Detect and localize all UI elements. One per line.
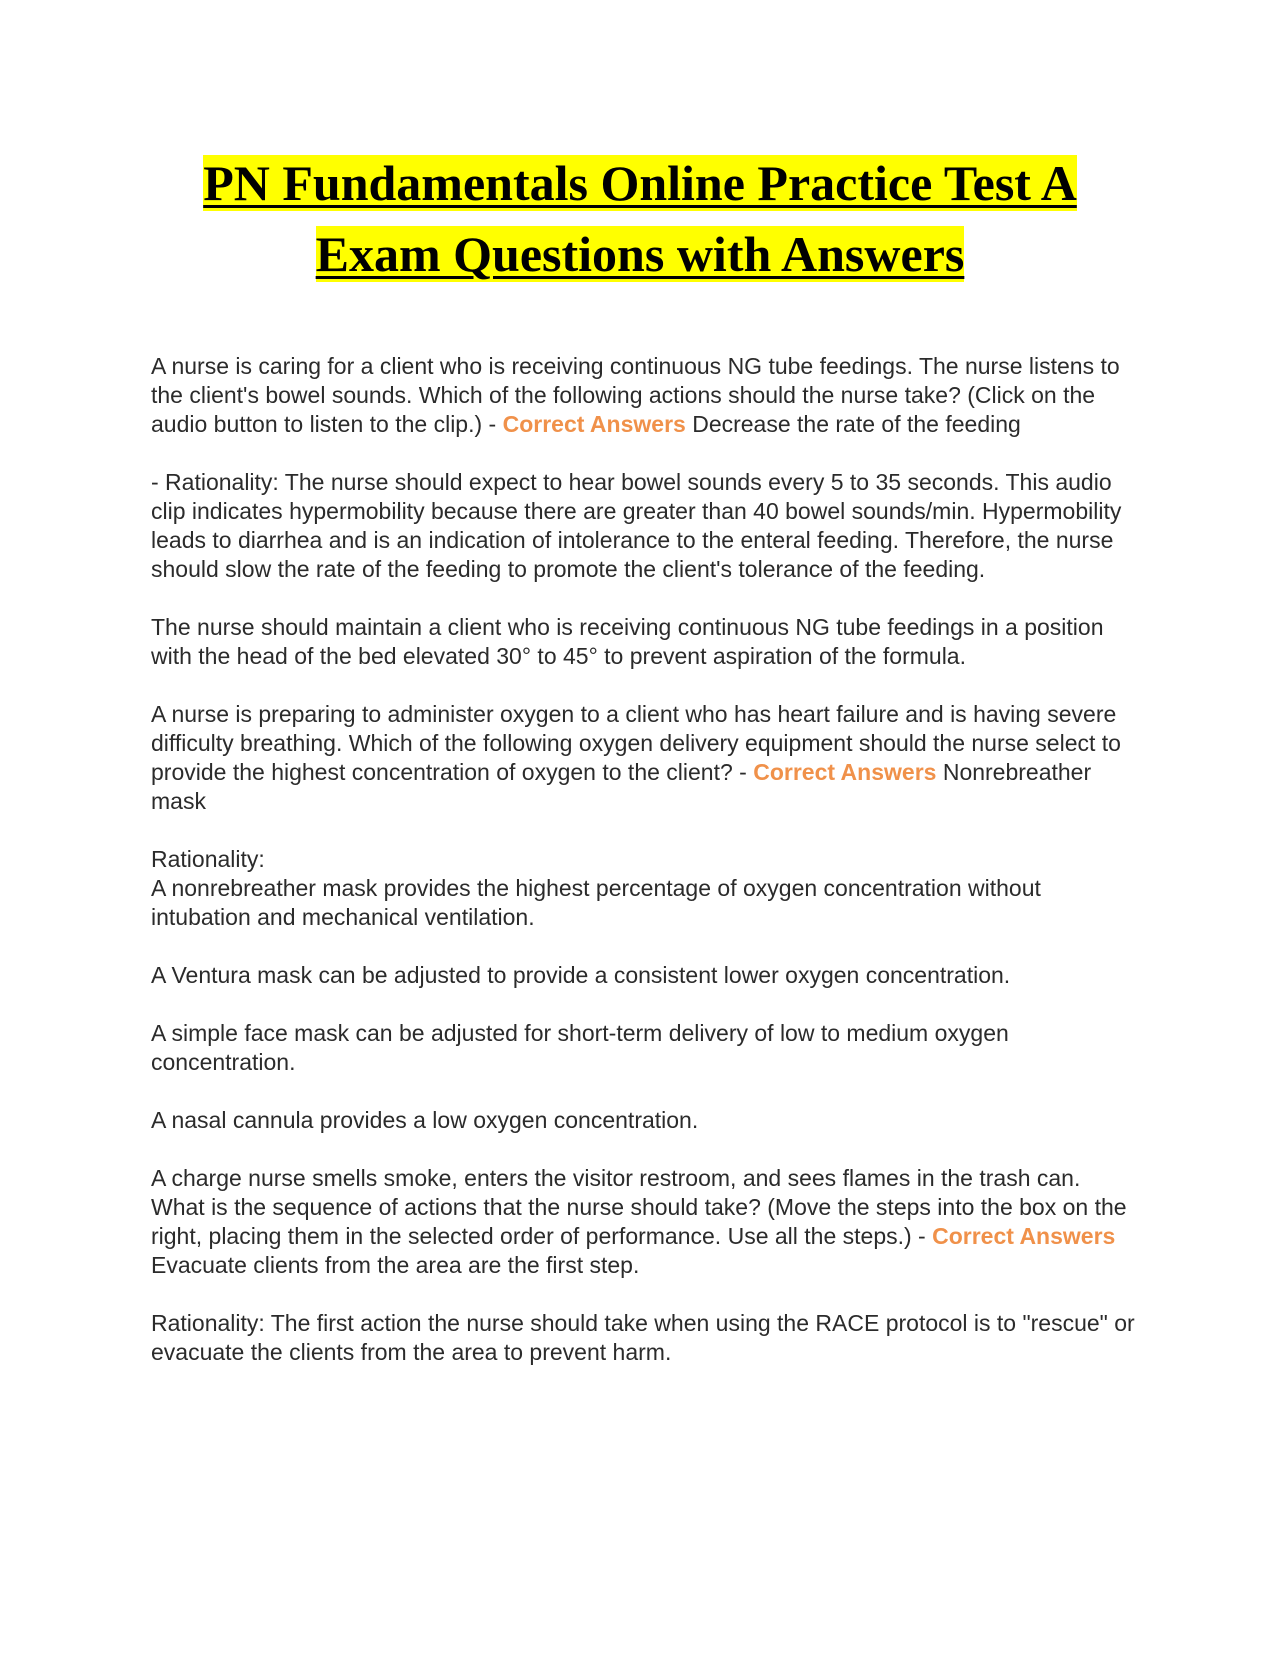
question-2-note-2: A simple face mask can be adjusted for short-term delivery of low to medium oxygen concentration. [151, 1020, 1009, 1075]
question-2 [151, 700, 1136, 816]
question-3-answer: Evacuate clients from the area are the first step. [151, 1252, 640, 1278]
question-2-note-1: A Ventura mask can be adjusted to provide a consistent lower oxygen concentration. [151, 962, 1011, 988]
question-3-text: A charge nurse smells smoke, enters the visitor restroom, and sees flames in the trash can. What is the sequence of actions that the nurse should take? (Move the steps into the box on the right, placing them in the selected order of performance. Use all the steps.) - [151, 1165, 1127, 1249]
question-1-rationale: - Rationality: The nurse should expect to hear bowel sounds every 5 to 35 seconds. This audio clip indicates hypermobility because there are greater than 40 bowel sounds/min. Hypermobility leads to diarrhea and is an indication of intolerance to the enteral feeding. Therefore, the nurse should slow the rate of the feeding to promote the client's tolerance of the feeding. [151, 469, 1122, 582]
question-2-text: A nurse is preparing to administer oxygen to a client who has heart failure and is having severe difficulty breathing. Which of the following oxygen delivery equipment should the nurse select to provide the highest concentration of oxygen to the client? - [151, 701, 1121, 785]
question-1-note: The nurse should maintain a client who is receiving continuous NG tube feedings in a position with the head of the bed elevated 30° to 45° to prevent aspiration of the formula. [151, 614, 1104, 669]
question-2-rationale-text: A nonrebreather mask provides the highest percentage of oxygen concentration without intubation and mechanical ventilation. [151, 875, 1041, 930]
question-1-text: A nurse is caring for a client who is receiving continuous NG tube feedings. The nurse listens to the client's bowel sounds. Which of the following actions should the nurse take? (Click on the audio button to listen to the clip.) - [151, 353, 1120, 437]
question-3-rationale: Rationality: The first action the nurse should take when using the RACE protocol is to "rescue" or evacuate the clients from the area to prevent harm. [151, 1310, 1135, 1365]
question-2-note-3: A nasal cannula provides a low oxygen concentration. [151, 1107, 699, 1133]
question-3 [151, 1164, 1136, 1280]
rationale-label: Rationality: [151, 846, 265, 872]
correct-answers-label: Correct Answers [753, 759, 937, 785]
correct-answers-label: Correct Answers [932, 1223, 1116, 1249]
document-title [0, 148, 1280, 290]
question-2-answer: Nonrebreather mask [151, 759, 1092, 814]
question-2-rationale [151, 845, 1136, 932]
document-body [151, 352, 1136, 1396]
question-1 [151, 352, 1136, 439]
title-line-1: PN Fundamentals Online Practice Test A [203, 155, 1077, 211]
correct-answers-label: Correct Answers [502, 411, 686, 437]
title-line-2: Exam Questions with Answers [315, 226, 965, 282]
question-1-answer: Decrease the rate of the feeding [685, 411, 1021, 437]
